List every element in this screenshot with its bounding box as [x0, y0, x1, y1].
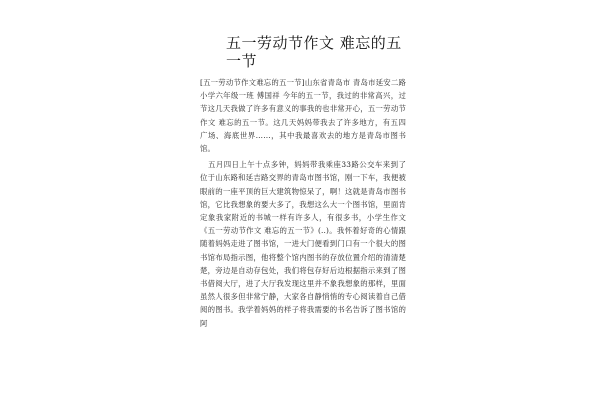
paragraph-intro: [五一劳动节作文难忘的五一节]山东省青岛市 青岛市延安二路小学六年级一班 傅国祥 今年的五一节，我过的非常高兴，过节这几天我做了许多有意义的事我的也非常开心，五一劳动节作文 难忘的五一节。这几天妈妈带我去了许多地方，有五四广场、海底世界……，其中我最喜欢去的地方是青岛市图书馆。: [200, 78, 406, 154]
article-title: 五一劳动节作文 难忘的五一节: [226, 34, 402, 70]
article-body: [200, 76, 406, 330]
paragraph-library-visit: 五月四日上午十点多钟，妈妈带我乘座33路公交车来到了位于山东路和延吉路交界的青岛市图书馆，刚一下车，我便被眼前的一座平顶的巨大建筑物惊呆了，啊！这就是青岛市图书馆，它比我想象的要大多了，我想这么大一个图书馆，里面肯定象我家附近的书城一样有许多人，有很多书，小学生作文《五一劳动节作文 难忘的五一节》(..)。我怀着好奇的心情跟随着妈妈走进了图书馆，一进大门便看到门口有一个很大的图书馆布局指示图，他将整个馆内图书的存放位置介绍的清清楚楚，旁边是自动存包处，我们将包存好后边根据指示来到了图书借阅大厅，进了大厅我发现这里并不象我想象的那样，里面虽然人很多但非常宁静，大家各自静悄悄的专心阅读着自己借阅的图书。我学着妈妈的样子将我需要的书名告诉了图书馆的阿: [200, 160, 406, 328]
